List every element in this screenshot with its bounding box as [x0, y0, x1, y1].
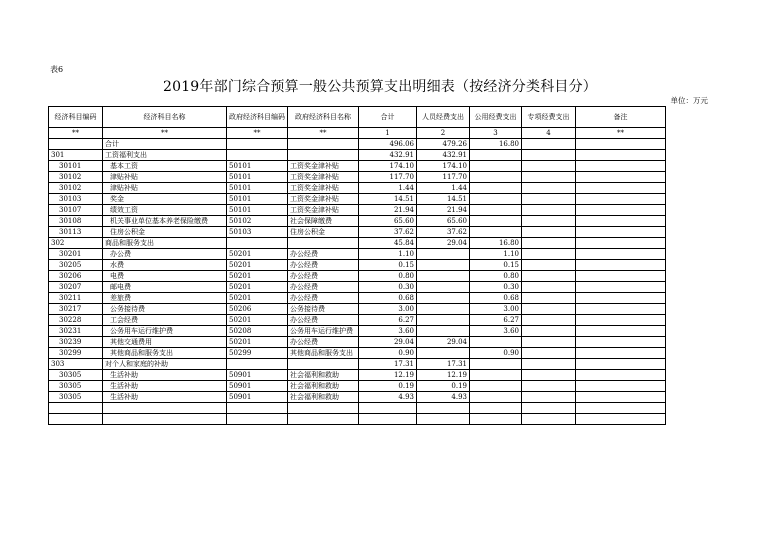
econ-name-cell: 奖金: [103, 194, 227, 205]
special-cell: [522, 150, 576, 161]
public-cell: 0.15: [470, 260, 522, 271]
table-row: [49, 403, 666, 414]
gov-code-cell: [227, 238, 288, 249]
gov-code-cell: 50208: [227, 326, 288, 337]
table-row: [49, 359, 666, 370]
remark-cell: [576, 216, 666, 227]
special-cell: [522, 304, 576, 315]
remark-cell: [576, 260, 666, 271]
special-cell: [522, 238, 576, 249]
public-cell: 1.10: [470, 249, 522, 260]
public-cell: [470, 161, 522, 172]
special-cell: [522, 403, 576, 414]
econ-code-cell: 30201: [49, 249, 103, 260]
table-row: [49, 150, 666, 161]
remark-cell: [576, 348, 666, 359]
gov-code-cell: 50901: [227, 381, 288, 392]
public-cell: 0.80: [470, 271, 522, 282]
special-cell: [522, 205, 576, 216]
gov-name-cell: 办公经费: [288, 271, 359, 282]
econ-name-cell: 邮电费: [103, 282, 227, 293]
special-cell: [522, 359, 576, 370]
total-cell: 3.60: [359, 326, 417, 337]
econ-name-cell: 差旅费: [103, 293, 227, 304]
personnel-cell: 432.91: [417, 150, 470, 161]
gov-name-cell: [288, 403, 359, 414]
total-cell: 37.62: [359, 227, 417, 238]
personnel-cell: 21.94: [417, 205, 470, 216]
total-cell: 117.70: [359, 172, 417, 183]
public-cell: [470, 359, 522, 370]
econ-code-cell: 30107: [49, 205, 103, 216]
personnel-cell: 14.51: [417, 194, 470, 205]
table-row: [49, 194, 666, 205]
gov-code-cell: 50102: [227, 216, 288, 227]
personnel-cell: 174.10: [417, 161, 470, 172]
budget-table: [48, 106, 666, 425]
econ-name-cell: 其他商品和服务支出: [103, 348, 227, 359]
personnel-cell: 29.04: [417, 238, 470, 249]
gov-code-cell: [227, 139, 288, 150]
gov-name-cell: 办公经费: [288, 315, 359, 326]
personnel-cell: [417, 249, 470, 260]
econ-code-cell: 30231: [49, 326, 103, 337]
total-cell: 17.31: [359, 359, 417, 370]
public-cell: [470, 194, 522, 205]
econ-code-cell: 30102: [49, 172, 103, 183]
gov-name-cell: 社会保障缴费: [288, 216, 359, 227]
column-header: 经济科目编码: [49, 107, 103, 128]
econ-name-cell: 公务接待费: [103, 304, 227, 315]
table-row: [49, 205, 666, 216]
table-row: [49, 304, 666, 315]
econ-name-cell: 水费: [103, 260, 227, 271]
column-header: 经济科目名称: [103, 107, 227, 128]
column-index: **: [288, 128, 359, 139]
table-row: [49, 326, 666, 337]
remark-cell: [576, 172, 666, 183]
column-header: 备注: [576, 107, 666, 128]
econ-name-cell: 办公费: [103, 249, 227, 260]
special-cell: [522, 161, 576, 172]
econ-name-cell: 对个人和家庭的补助: [103, 359, 227, 370]
page-title: 2019年部门综合预算一般公共预算支出明细表（按经济分类科目分）: [162, 79, 598, 95]
remark-cell: [576, 139, 666, 150]
remark-cell: [576, 249, 666, 260]
econ-name-cell: [103, 403, 227, 414]
econ-name-cell: 电费: [103, 271, 227, 282]
econ-name-cell: 公务用车运行维护费: [103, 326, 227, 337]
special-cell: [522, 260, 576, 271]
public-cell: [470, 150, 522, 161]
special-cell: [522, 227, 576, 238]
personnel-cell: [417, 271, 470, 282]
econ-code-cell: 30101: [49, 161, 103, 172]
gov-code-cell: 50901: [227, 370, 288, 381]
econ-code-cell: 30108: [49, 216, 103, 227]
gov-name-cell: [288, 414, 359, 425]
gov-name-cell: [288, 238, 359, 249]
public-cell: 3.60: [470, 326, 522, 337]
personnel-cell: [417, 414, 470, 425]
table-row: [49, 392, 666, 403]
personnel-cell: [417, 304, 470, 315]
econ-code-cell: 302: [49, 238, 103, 249]
special-cell: [522, 183, 576, 194]
public-cell: [470, 172, 522, 183]
econ-code-cell: [49, 414, 103, 425]
econ-name-cell: 生活补助: [103, 381, 227, 392]
remark-cell: [576, 414, 666, 425]
table-row: [49, 282, 666, 293]
table-row: [49, 249, 666, 260]
econ-name-cell: 工资福利支出: [103, 150, 227, 161]
econ-code-cell: 301: [49, 150, 103, 161]
gov-code-cell: 50201: [227, 293, 288, 304]
total-cell: 29.04: [359, 337, 417, 348]
special-cell: [522, 293, 576, 304]
econ-code-cell: 30305: [49, 370, 103, 381]
econ-name-cell: 商品和服务支出: [103, 238, 227, 249]
econ-code-cell: 30217: [49, 304, 103, 315]
special-cell: [522, 315, 576, 326]
econ-name-cell: 生活补助: [103, 370, 227, 381]
personnel-cell: 0.19: [417, 381, 470, 392]
gov-code-cell: 50101: [227, 161, 288, 172]
remark-cell: [576, 381, 666, 392]
special-cell: [522, 381, 576, 392]
gov-name-cell: 社会福利和救助: [288, 381, 359, 392]
econ-name-cell: 工会经费: [103, 315, 227, 326]
header-row: [49, 107, 666, 128]
column-header: 人员经费支出: [417, 107, 470, 128]
gov-name-cell: 办公经费: [288, 282, 359, 293]
personnel-cell: 65.60: [417, 216, 470, 227]
gov-code-cell: 50101: [227, 194, 288, 205]
remark-cell: [576, 194, 666, 205]
public-cell: [470, 337, 522, 348]
personnel-cell: 4.93: [417, 392, 470, 403]
econ-name-cell: 津贴补贴: [103, 183, 227, 194]
total-cell: 0.80: [359, 271, 417, 282]
personnel-cell: [417, 326, 470, 337]
unit-label: 单位：万元: [670, 96, 708, 105]
gov-code-cell: 50206: [227, 304, 288, 315]
total-cell: 6.27: [359, 315, 417, 326]
gov-code-cell: 50103: [227, 227, 288, 238]
econ-code-cell: 30113: [49, 227, 103, 238]
gov-name-cell: [288, 150, 359, 161]
public-cell: 0.68: [470, 293, 522, 304]
econ-name-cell: 基本工资: [103, 161, 227, 172]
public-cell: [470, 216, 522, 227]
personnel-cell: 479.26: [417, 139, 470, 150]
table-row: [49, 337, 666, 348]
table-row: [49, 370, 666, 381]
econ-name-cell: [103, 414, 227, 425]
gov-name-cell: 办公经费: [288, 337, 359, 348]
table-row: [49, 315, 666, 326]
special-cell: [522, 172, 576, 183]
total-cell: 432.91: [359, 150, 417, 161]
special-cell: [522, 271, 576, 282]
special-cell: [522, 139, 576, 150]
table-row: [49, 348, 666, 359]
gov-code-cell: 50201: [227, 337, 288, 348]
column-header: 政府经济科目编码: [227, 107, 288, 128]
column-index: 1: [359, 128, 417, 139]
special-cell: [522, 249, 576, 260]
econ-code-cell: [49, 403, 103, 414]
total-cell: 0.15: [359, 260, 417, 271]
personnel-cell: [417, 260, 470, 271]
table-row: [49, 414, 666, 425]
table-row: [49, 161, 666, 172]
econ-code-cell: 30103: [49, 194, 103, 205]
table-row: [49, 172, 666, 183]
econ-code-cell: 30207: [49, 282, 103, 293]
econ-code-cell: 30239: [49, 337, 103, 348]
gov-name-cell: 办公经费: [288, 260, 359, 271]
total-cell: 174.10: [359, 161, 417, 172]
special-cell: [522, 370, 576, 381]
remark-cell: [576, 293, 666, 304]
gov-code-cell: 50101: [227, 205, 288, 216]
table-row: [49, 381, 666, 392]
econ-name-cell: 其他交通费用: [103, 337, 227, 348]
econ-name-cell: 合计: [103, 139, 227, 150]
table-row: [49, 183, 666, 194]
total-cell: 21.94: [359, 205, 417, 216]
remark-cell: [576, 282, 666, 293]
column-index: **: [576, 128, 666, 139]
gov-name-cell: 工资奖金津补贴: [288, 194, 359, 205]
public-cell: [470, 381, 522, 392]
gov-code-cell: 50901: [227, 392, 288, 403]
public-cell: 16.80: [470, 238, 522, 249]
personnel-cell: [417, 348, 470, 359]
total-cell: 14.51: [359, 194, 417, 205]
column-header: 政府经济科目名称: [288, 107, 359, 128]
public-cell: 0.90: [470, 348, 522, 359]
column-header: 公用经费支出: [470, 107, 522, 128]
gov-name-cell: 工资奖金津补贴: [288, 172, 359, 183]
remark-cell: [576, 359, 666, 370]
gov-name-cell: 住房公积金: [288, 227, 359, 238]
total-cell: [359, 403, 417, 414]
personnel-cell: 12.19: [417, 370, 470, 381]
gov-name-cell: 办公经费: [288, 293, 359, 304]
personnel-cell: 17.31: [417, 359, 470, 370]
gov-name-cell: 社会福利和救助: [288, 370, 359, 381]
remark-cell: [576, 238, 666, 249]
econ-code-cell: 30205: [49, 260, 103, 271]
remark-cell: [576, 271, 666, 282]
column-index: 4: [522, 128, 576, 139]
personnel-cell: 29.04: [417, 337, 470, 348]
public-cell: [470, 370, 522, 381]
total-cell: 0.30: [359, 282, 417, 293]
remark-cell: [576, 337, 666, 348]
special-cell: [522, 348, 576, 359]
econ-code-cell: 30211: [49, 293, 103, 304]
remark-cell: [576, 392, 666, 403]
remark-cell: [576, 150, 666, 161]
total-cell: 45.84: [359, 238, 417, 249]
table-row: [49, 227, 666, 238]
gov-code-cell: 50201: [227, 271, 288, 282]
total-cell: 0.68: [359, 293, 417, 304]
gov-code-cell: 50201: [227, 282, 288, 293]
econ-code-cell: 30228: [49, 315, 103, 326]
column-header: 合计: [359, 107, 417, 128]
remark-cell: [576, 161, 666, 172]
special-cell: [522, 194, 576, 205]
gov-code-cell: [227, 359, 288, 370]
econ-name-cell: 津贴补贴: [103, 172, 227, 183]
personnel-cell: 37.62: [417, 227, 470, 238]
public-cell: [470, 403, 522, 414]
column-index: 3: [470, 128, 522, 139]
column-index: **: [49, 128, 103, 139]
econ-code-cell: 30299: [49, 348, 103, 359]
column-header: 专项经费支出: [522, 107, 576, 128]
econ-code-cell: 30305: [49, 392, 103, 403]
column-index: **: [227, 128, 288, 139]
gov-name-cell: 公务用车运行维护费: [288, 326, 359, 337]
remark-cell: [576, 304, 666, 315]
gov-code-cell: 50201: [227, 315, 288, 326]
total-cell: 1.10: [359, 249, 417, 260]
total-cell: 0.90: [359, 348, 417, 359]
special-cell: [522, 337, 576, 348]
total-cell: 65.60: [359, 216, 417, 227]
total-cell: 0.19: [359, 381, 417, 392]
personnel-cell: [417, 293, 470, 304]
econ-code-cell: 30305: [49, 381, 103, 392]
gov-code-cell: [227, 150, 288, 161]
column-index: 2: [417, 128, 470, 139]
gov-code-cell: [227, 403, 288, 414]
gov-code-cell: [227, 414, 288, 425]
remark-cell: [576, 370, 666, 381]
econ-code-cell: 30206: [49, 271, 103, 282]
total-cell: 12.19: [359, 370, 417, 381]
gov-name-cell: [288, 359, 359, 370]
econ-code-cell: 303: [49, 359, 103, 370]
public-cell: 3.00: [470, 304, 522, 315]
public-cell: [470, 227, 522, 238]
econ-name-cell: 住房公积金: [103, 227, 227, 238]
personnel-cell: 1.44: [417, 183, 470, 194]
total-cell: [359, 414, 417, 425]
remark-cell: [576, 227, 666, 238]
public-cell: 16.80: [470, 139, 522, 150]
remark-cell: [576, 403, 666, 414]
total-cell: 3.00: [359, 304, 417, 315]
special-cell: [522, 326, 576, 337]
public-cell: [470, 205, 522, 216]
remark-cell: [576, 326, 666, 337]
gov-code-cell: 50201: [227, 260, 288, 271]
public-cell: [470, 183, 522, 194]
total-cell: 496.06: [359, 139, 417, 150]
table-number: 表6: [50, 65, 64, 74]
gov-name-cell: 工资奖金津补贴: [288, 183, 359, 194]
column-index-row: [49, 128, 666, 139]
gov-name-cell: 公务接待费: [288, 304, 359, 315]
table-row: [49, 260, 666, 271]
gov-code-cell: 50201: [227, 249, 288, 260]
personnel-cell: [417, 282, 470, 293]
table-row: [49, 238, 666, 249]
gov-name-cell: 社会福利和救助: [288, 392, 359, 403]
table-row: [49, 271, 666, 282]
remark-cell: [576, 183, 666, 194]
special-cell: [522, 282, 576, 293]
gov-code-cell: 50101: [227, 183, 288, 194]
econ-code-cell: [49, 139, 103, 150]
gov-name-cell: 办公经费: [288, 249, 359, 260]
econ-name-cell: 绩效工资: [103, 205, 227, 216]
gov-code-cell: 50101: [227, 172, 288, 183]
personnel-cell: 117.70: [417, 172, 470, 183]
remark-cell: [576, 315, 666, 326]
public-cell: [470, 392, 522, 403]
special-cell: [522, 414, 576, 425]
gov-name-cell: 工资奖金津补贴: [288, 161, 359, 172]
gov-name-cell: 工资奖金津补贴: [288, 205, 359, 216]
special-cell: [522, 392, 576, 403]
public-cell: 0.30: [470, 282, 522, 293]
total-cell: 1.44: [359, 183, 417, 194]
gov-name-cell: 其他商品和服务支出: [288, 348, 359, 359]
total-cell: 4.93: [359, 392, 417, 403]
personnel-cell: [417, 403, 470, 414]
econ-name-cell: 机关事业单位基本养老保险缴费: [103, 216, 227, 227]
econ-name-cell: 生活补助: [103, 392, 227, 403]
table-row: [49, 293, 666, 304]
public-cell: [470, 414, 522, 425]
table-row: [49, 139, 666, 150]
special-cell: [522, 216, 576, 227]
column-index: **: [103, 128, 227, 139]
gov-name-cell: [288, 139, 359, 150]
remark-cell: [576, 205, 666, 216]
econ-code-cell: 30102: [49, 183, 103, 194]
public-cell: 6.27: [470, 315, 522, 326]
personnel-cell: [417, 315, 470, 326]
table-row: [49, 216, 666, 227]
gov-code-cell: 50299: [227, 348, 288, 359]
